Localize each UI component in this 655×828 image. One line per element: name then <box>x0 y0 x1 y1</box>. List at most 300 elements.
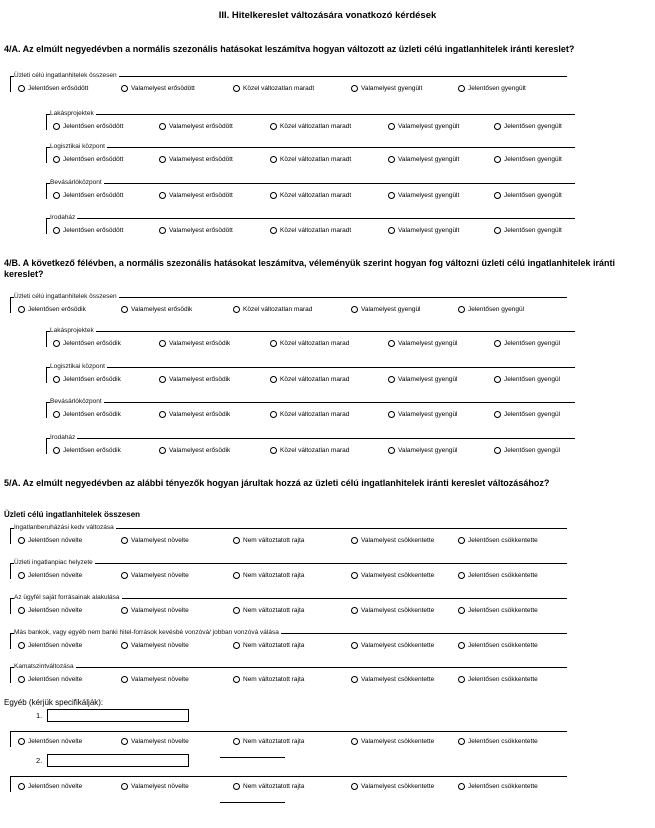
q4a-sub-1-frame-left <box>46 147 47 163</box>
option-label: Nem változtatott rajta <box>243 738 305 745</box>
radio-button[interactable] <box>494 411 501 418</box>
radio-button[interactable] <box>494 227 501 234</box>
radio-button[interactable] <box>351 306 358 313</box>
q5a-factor-1-option[interactable] <box>121 571 189 580</box>
q4a-sub-0-option[interactable] <box>494 122 562 131</box>
q5a-factor-1-option[interactable] <box>351 571 434 580</box>
q4b-overall-option[interactable] <box>351 305 421 314</box>
option-label: Jelentősen erősödik <box>63 376 121 383</box>
option-label: Jelentősen erősödött <box>63 192 124 199</box>
radio-button[interactable] <box>458 738 465 745</box>
radio-button[interactable] <box>233 85 240 92</box>
option-label: Nem változtatott rajta <box>243 642 305 649</box>
q4b-sub-2-option[interactable] <box>494 410 560 419</box>
radio-button[interactable] <box>233 738 240 745</box>
q4a-sub-2-frame-left <box>46 183 47 199</box>
option-label: Jelentősen gyengült <box>504 156 562 163</box>
q5a-factor-2-option[interactable] <box>18 606 82 615</box>
q4a-overall-option[interactable] <box>458 84 526 93</box>
option-label: Közel változatlan marad <box>280 376 350 383</box>
q4a-sub-0-option[interactable] <box>270 122 351 131</box>
option-label: Jelentősen növelte <box>28 607 83 614</box>
option-label: Jelentősen növelte <box>28 676 83 683</box>
option-label: Valamelyest erősödött <box>131 85 195 92</box>
radio-button[interactable] <box>18 537 25 544</box>
option-label: Valamelyest növelte <box>131 572 189 579</box>
option-label: Nem változtatott rajta <box>243 572 305 579</box>
option-label: Valamelyest erősödik <box>169 376 231 383</box>
option-label: Valamelyest gyengült <box>398 192 460 199</box>
option-label: Valamelyest erősödik <box>169 340 231 347</box>
q4b-sub-0-option[interactable] <box>53 339 121 348</box>
q4b-sub-2-label: Bevásárlóközpont <box>50 398 102 405</box>
option-label: Valamelyest gyengül <box>398 340 458 347</box>
q4b-overall-option[interactable] <box>233 305 312 314</box>
radio-button[interactable] <box>233 783 240 790</box>
option-label: Jelentősen csökkentette <box>468 537 538 544</box>
option-label: Valamelyest növelte <box>131 738 189 745</box>
radio-button[interactable] <box>494 376 501 383</box>
radio-button[interactable] <box>159 227 166 234</box>
q4b-overall-option[interactable] <box>458 305 524 314</box>
q5a-other-2-frame-top <box>10 776 567 777</box>
q4a-sub-3-option[interactable] <box>53 226 123 235</box>
q5a-factor-4-option[interactable] <box>351 675 434 684</box>
q5a-factor-1-option[interactable] <box>18 571 82 580</box>
radio-button[interactable] <box>121 783 128 790</box>
option-label: Valamelyest csökkentette <box>361 642 435 649</box>
radio-button[interactable] <box>388 192 395 199</box>
option-label: Nem változtatott rajta <box>243 783 305 790</box>
option-label: Valamelyest gyengül <box>361 306 421 313</box>
radio-button[interactable] <box>270 340 277 347</box>
q4b-sub-3-frame-top <box>46 438 575 439</box>
radio-button[interactable] <box>159 447 166 454</box>
q4b-sub-2-option[interactable] <box>159 410 230 419</box>
q4a-sub-3-option[interactable] <box>270 226 351 235</box>
q5a-factor-4-frame-top <box>10 667 567 668</box>
q4b-sub-2-option[interactable] <box>388 410 458 419</box>
radio-button[interactable] <box>121 85 128 92</box>
q4a-overall-option[interactable] <box>121 84 195 93</box>
option-label: Jelentősen erősödött <box>28 85 89 92</box>
radio-button[interactable] <box>270 192 277 199</box>
q4a-sub-0-label: Lakásprojektek <box>50 110 94 117</box>
q4a-sub-1-option[interactable] <box>53 155 123 164</box>
radio-button[interactable] <box>351 572 358 579</box>
q4a-sub-2-option[interactable] <box>270 191 351 200</box>
q5a-factor-0-option[interactable] <box>18 536 82 545</box>
option-label: Valamelyest csökkentette <box>361 738 435 745</box>
q5a-factor-4-option[interactable] <box>18 675 82 684</box>
q4b-sub-1-frame-left <box>46 367 47 383</box>
q4a-sub-1-frame-top <box>46 147 575 148</box>
radio-button[interactable] <box>388 123 395 130</box>
option-label: Közel változatlan marad <box>280 447 350 454</box>
q4a-sub-0-frame-left <box>46 114 47 130</box>
q5a-other-2-underline <box>220 802 285 803</box>
radio-button[interactable] <box>159 376 166 383</box>
radio-button[interactable] <box>233 642 240 649</box>
q5a-other-1-option[interactable] <box>18 737 82 746</box>
option-label: Nem változtatott rajta <box>243 537 305 544</box>
option-label: Jelentősen gyengült <box>504 192 562 199</box>
option-label: Jelentősen növelte <box>28 642 83 649</box>
q4b-sub-1-label: Logisztikai központ <box>50 363 105 370</box>
option-label: Valamelyest erősödött <box>169 227 233 234</box>
radio-button[interactable] <box>458 676 465 683</box>
radio-button[interactable] <box>53 227 60 234</box>
radio-button[interactable] <box>494 123 501 130</box>
q4a-overall-label: Üzleti célú ingatlanhitelek összesen <box>14 72 117 79</box>
q4b-sub-3-option[interactable] <box>388 446 458 455</box>
q4b-sub-0-option[interactable] <box>270 339 349 348</box>
question-4a: 4/A. Az elmúlt negyedévben a normális szezonális hatásokat leszámítva hogyan változott az üzleti célú ingatlanhitelek iránti kereslet? <box>4 44 575 54</box>
option-label: Közel változatlan marad <box>280 411 350 418</box>
q5a-factor-0-option[interactable] <box>121 536 189 545</box>
q5a-other-1-option[interactable] <box>233 737 304 746</box>
radio-button[interactable] <box>388 227 395 234</box>
q4b-sub-0-option[interactable] <box>494 339 560 348</box>
option-label: Valamelyest növelte <box>131 783 189 790</box>
other-input-1[interactable] <box>47 709 189 722</box>
q5a-factor-1-option[interactable] <box>233 571 304 580</box>
other-num-2: 2. <box>36 756 43 765</box>
q5a-other-1-frame-left <box>10 731 11 747</box>
q4b-sub-3-label: Irodaház <box>50 434 76 441</box>
q4a-sub-1-option[interactable] <box>159 155 233 164</box>
q4b-sub-3-option[interactable] <box>494 446 560 455</box>
radio-button[interactable] <box>388 156 395 163</box>
radio-button[interactable] <box>159 340 166 347</box>
option-label: Jelentősen növelte <box>28 537 83 544</box>
radio-button[interactable] <box>270 376 277 383</box>
option-label: Valamelyest gyengül <box>398 447 458 454</box>
radio-button[interactable] <box>53 192 60 199</box>
radio-button[interactable] <box>121 676 128 683</box>
q5a-factor-4-option[interactable] <box>121 675 189 684</box>
q4a-sub-2-label: Bevásárlóközpont <box>50 179 102 186</box>
q5a-other-1-underline <box>220 757 285 758</box>
q4b-sub-2-option[interactable] <box>270 410 349 419</box>
radio-button[interactable] <box>458 572 465 579</box>
radio-button[interactable] <box>121 306 128 313</box>
q4a-sub-3-option[interactable] <box>159 226 233 235</box>
option-label: Jelentősen gyengül <box>504 447 561 454</box>
radio-button[interactable] <box>458 642 465 649</box>
q4b-overall-label: Üzleti célú ingatlanhitelek összesen <box>14 293 117 300</box>
q4a-overall-option[interactable] <box>233 84 314 93</box>
option-label: Nem változtatott rajta <box>243 607 305 614</box>
radio-button[interactable] <box>159 123 166 130</box>
q5a-factor-3-option[interactable] <box>233 641 304 650</box>
q5a-factor-2-option[interactable] <box>121 606 189 615</box>
q4b-overall-option[interactable] <box>18 305 86 314</box>
option-label: Jelentősen erősödik <box>28 306 86 313</box>
q4b-sub-3-option[interactable] <box>270 446 349 455</box>
radio-button[interactable] <box>121 738 128 745</box>
question-4b-line1: 4/B. A következő félévben, a normális szezonális hatásokat leszámítva, véleményük szerint hogyan fog változni üzleti célú ingatlanhitelek iránti <box>4 258 616 268</box>
radio-button[interactable] <box>270 156 277 163</box>
option-label: Jelentősen erősödött <box>63 123 124 130</box>
q5a-factor-0-label: Ingatlanberuházási kedv változása <box>14 524 114 531</box>
option-label: Jelentősen erősödött <box>63 156 124 163</box>
radio-button[interactable] <box>270 227 277 234</box>
option-label: Valamelyest gyengült <box>361 85 423 92</box>
q4b-sub-0-label: Lakásprojektek <box>50 327 94 334</box>
q5a-factor-2-label: Az ügyfél saját forrásainak alakulása <box>14 594 120 601</box>
option-label: Jelentősen gyengült <box>504 227 562 234</box>
q4b-sub-2-option[interactable] <box>53 410 121 419</box>
q4b-sub-1-option[interactable] <box>494 375 560 384</box>
option-label: Jelentősen csökkentette <box>468 642 538 649</box>
q4a-sub-2-frame-top <box>46 183 575 184</box>
q4a-sub-1-option[interactable] <box>494 155 562 164</box>
q4a-overall-option[interactable] <box>18 84 88 93</box>
radio-button[interactable] <box>53 411 60 418</box>
option-label: Valamelyest növelte <box>131 537 189 544</box>
other-num-1: 1. <box>36 711 43 720</box>
radio-button[interactable] <box>18 676 25 683</box>
q4a-sub-3-frame-top <box>46 218 575 219</box>
radio-button[interactable] <box>270 411 277 418</box>
radio-button[interactable] <box>388 376 395 383</box>
option-label: Jelentősen gyengül <box>504 340 561 347</box>
radio-button[interactable] <box>351 738 358 745</box>
page-title: III. Hitelkereslet változására vonatkozó kérdések <box>218 10 437 21</box>
radio-button[interactable] <box>121 642 128 649</box>
radio-button[interactable] <box>494 340 501 347</box>
radio-button[interactable] <box>458 85 465 92</box>
option-label: Közel változatlan marad <box>243 306 313 313</box>
q4a-overall-option[interactable] <box>351 84 422 93</box>
q5a-factor-4-frame-left <box>10 667 11 683</box>
option-label: Valamelyest csökkentette <box>361 783 435 790</box>
q5a-factor-0-option[interactable] <box>458 536 538 545</box>
q5a-factor-3-option[interactable] <box>121 641 189 650</box>
q5a-factor-3-frame-left <box>10 633 11 649</box>
radio-button[interactable] <box>351 607 358 614</box>
option-label: Valamelyest gyengült <box>398 227 460 234</box>
option-label: Jelentősen erősödik <box>63 447 121 454</box>
radio-button[interactable] <box>159 192 166 199</box>
radio-button[interactable] <box>458 537 465 544</box>
q5a-factor-4-option[interactable] <box>233 675 304 684</box>
radio-button[interactable] <box>233 676 240 683</box>
option-label: Közel változatlan maradt <box>280 192 352 199</box>
q5a-other-2-option[interactable] <box>351 782 434 791</box>
q4b-sub-2-frame-top <box>46 402 575 403</box>
radio-button[interactable] <box>18 738 25 745</box>
q4a-sub-3-option[interactable] <box>388 226 459 235</box>
option-label: Közel változatlan maradt <box>280 227 352 234</box>
option-label: Jelentősen gyengül <box>504 411 561 418</box>
radio-button[interactable] <box>351 85 358 92</box>
q5a-factor-4-label: Kamatszintváltozása <box>14 663 74 670</box>
option-label: Valamelyest erősödik <box>131 306 193 313</box>
option-label: Valamelyest csökkentette <box>361 607 435 614</box>
option-label: Valamelyest gyengült <box>398 156 460 163</box>
radio-button[interactable] <box>18 642 25 649</box>
radio-button[interactable] <box>121 572 128 579</box>
q5a-factor-2-option[interactable] <box>458 606 538 615</box>
option-label: Jelentősen csökkentette <box>468 783 538 790</box>
q5a-other-1-frame-top <box>10 731 567 732</box>
q4b-sub-1-frame-top <box>46 367 575 368</box>
q4b-sub-1-option[interactable] <box>159 375 230 384</box>
q4a-sub-1-option[interactable] <box>270 155 351 164</box>
option-label: Valamelyest csökkentette <box>361 537 435 544</box>
radio-button[interactable] <box>458 607 465 614</box>
q4a-sub-0-option[interactable] <box>388 122 459 131</box>
radio-button[interactable] <box>53 123 60 130</box>
option-label: Jelentősen gyengül <box>468 306 525 313</box>
q4b-sub-1-option[interactable] <box>53 375 121 384</box>
q4b-sub-0-frame-left <box>46 331 47 347</box>
option-label: Közel változatlan marad <box>280 340 350 347</box>
radio-button[interactable] <box>494 192 501 199</box>
q5a-other-2-option[interactable] <box>233 782 304 791</box>
q5a-factor-1-frame-left <box>10 563 11 579</box>
radio-button[interactable] <box>233 537 240 544</box>
option-label: Nem változtatott rajta <box>243 676 305 683</box>
q4b-sub-3-option[interactable] <box>53 446 121 455</box>
q4a-sub-2-option[interactable] <box>494 191 562 200</box>
radio-button[interactable] <box>53 340 60 347</box>
q5a-factor-3-option[interactable] <box>351 641 434 650</box>
q5a-other-1-option[interactable] <box>458 737 538 746</box>
option-label: Jelentősen erősödik <box>63 340 121 347</box>
q5a-other-2-option[interactable] <box>18 782 82 791</box>
option-label: Valamelyest növelte <box>131 642 189 649</box>
q4a-sub-3-option[interactable] <box>494 226 562 235</box>
q5a-factor-1-option[interactable] <box>458 571 538 580</box>
option-label: Valamelyest erősödik <box>169 411 231 418</box>
q5a-other-1-option[interactable] <box>121 737 189 746</box>
option-label: Valamelyest erősödik <box>169 447 231 454</box>
option-label: Valamelyest növelte <box>131 676 189 683</box>
q4a-sub-1-label: Logisztikai központ <box>50 143 105 150</box>
radio-button[interactable] <box>121 607 128 614</box>
radio-button[interactable] <box>18 306 25 313</box>
q5a-other-2-option[interactable] <box>458 782 538 791</box>
q5a-factor-2-frame-left <box>10 598 11 614</box>
q5a-other-1-option[interactable] <box>351 737 434 746</box>
option-label: Valamelyest erősödött <box>169 123 233 130</box>
radio-button[interactable] <box>159 411 166 418</box>
radio-button[interactable] <box>388 340 395 347</box>
q4b-sub-0-option[interactable] <box>388 339 458 348</box>
radio-button[interactable] <box>494 156 501 163</box>
q4a-sub-2-option[interactable] <box>53 191 123 200</box>
option-label: Jelentősen csökkentette <box>468 572 538 579</box>
q4b-sub-1-option[interactable] <box>388 375 458 384</box>
question-4b-line2: kereslet? <box>4 269 44 279</box>
group-title-5a: Üzleti célú ingatlanhitelek összesen <box>4 510 141 519</box>
radio-button[interactable] <box>458 306 465 313</box>
other-input-2[interactable] <box>47 754 189 767</box>
q4b-sub-3-frame-left <box>46 438 47 454</box>
q4b-sub-3-option[interactable] <box>159 446 230 455</box>
radio-button[interactable] <box>233 572 240 579</box>
radio-button[interactable] <box>18 783 25 790</box>
radio-button[interactable] <box>351 537 358 544</box>
radio-button[interactable] <box>53 447 60 454</box>
radio-button[interactable] <box>494 447 501 454</box>
option-label: Valamelyest erősödött <box>169 192 233 199</box>
q4b-overall-option[interactable] <box>121 305 192 314</box>
radio-button[interactable] <box>233 607 240 614</box>
q4a-sub-2-option[interactable] <box>388 191 459 200</box>
q5a-factor-0-frame-left <box>10 528 11 544</box>
q5a-factor-4-option[interactable] <box>458 675 538 684</box>
q4a-sub-0-option[interactable] <box>53 122 123 131</box>
radio-button[interactable] <box>18 607 25 614</box>
q4b-sub-0-option[interactable] <box>159 339 230 348</box>
q5a-factor-0-option[interactable] <box>351 536 434 545</box>
q5a-factor-2-option[interactable] <box>351 606 434 615</box>
radio-button[interactable] <box>233 306 240 313</box>
option-label: Valamelyest gyengült <box>398 123 460 130</box>
q5a-factor-1-label: Üzleti ingatlanpiac helyzete <box>14 559 93 566</box>
option-label: Jelentősen növelte <box>28 738 83 745</box>
q4a-sub-0-option[interactable] <box>159 122 233 131</box>
radio-button[interactable] <box>388 411 395 418</box>
option-label: Jelentősen erősödött <box>63 227 124 234</box>
q4a-sub-1-option[interactable] <box>388 155 459 164</box>
radio-button[interactable] <box>351 676 358 683</box>
q5a-factor-3-label: Más bankok, vagy egyéb nem banki hitel-források kevésbé vonzóvá/ jobban vonzóvá válása <box>14 629 279 636</box>
option-label: Közel változatlan maradt <box>280 123 352 130</box>
q4a-sub-0-frame-top <box>46 114 575 115</box>
radio-button[interactable] <box>53 156 60 163</box>
option-label: Valamelyest gyengül <box>398 411 458 418</box>
q4b-sub-2-frame-left <box>46 402 47 418</box>
q4a-overall-frame-left <box>10 76 11 92</box>
option-label: Valamelyest gyengül <box>398 376 458 383</box>
radio-button[interactable] <box>351 642 358 649</box>
q5a-factor-3-option[interactable] <box>458 641 538 650</box>
q5a-factor-0-option[interactable] <box>233 536 304 545</box>
option-label: Valamelyest csökkentette <box>361 676 435 683</box>
radio-button[interactable] <box>159 156 166 163</box>
radio-button[interactable] <box>53 376 60 383</box>
option-label: Jelentősen gyengült <box>504 123 562 130</box>
q5a-other-2-option[interactable] <box>121 782 189 791</box>
q4b-overall-frame-left <box>10 297 11 313</box>
q4b-sub-1-option[interactable] <box>270 375 349 384</box>
radio-button[interactable] <box>18 572 25 579</box>
q4a-sub-2-option[interactable] <box>159 191 233 200</box>
option-label: Jelentősen csökkentette <box>468 676 538 683</box>
radio-button[interactable] <box>18 85 25 92</box>
radio-button[interactable] <box>388 447 395 454</box>
radio-button[interactable] <box>121 537 128 544</box>
radio-button[interactable] <box>270 123 277 130</box>
option-label: Valamelyest növelte <box>131 607 189 614</box>
radio-button[interactable] <box>458 783 465 790</box>
option-label: Jelentősen csökkentette <box>468 738 538 745</box>
radio-button[interactable] <box>270 447 277 454</box>
option-label: Közel változatlan maradt <box>243 85 315 92</box>
option-label: Jelentősen csökkentette <box>468 607 538 614</box>
q5a-factor-2-option[interactable] <box>233 606 304 615</box>
option-label: Jelentősen gyengült <box>468 85 526 92</box>
other-label: Egyéb (kérjük specifikálják): <box>4 698 104 707</box>
q5a-factor-3-option[interactable] <box>18 641 82 650</box>
q4a-sub-3-label: Irodaház <box>50 214 76 221</box>
radio-button[interactable] <box>351 783 358 790</box>
